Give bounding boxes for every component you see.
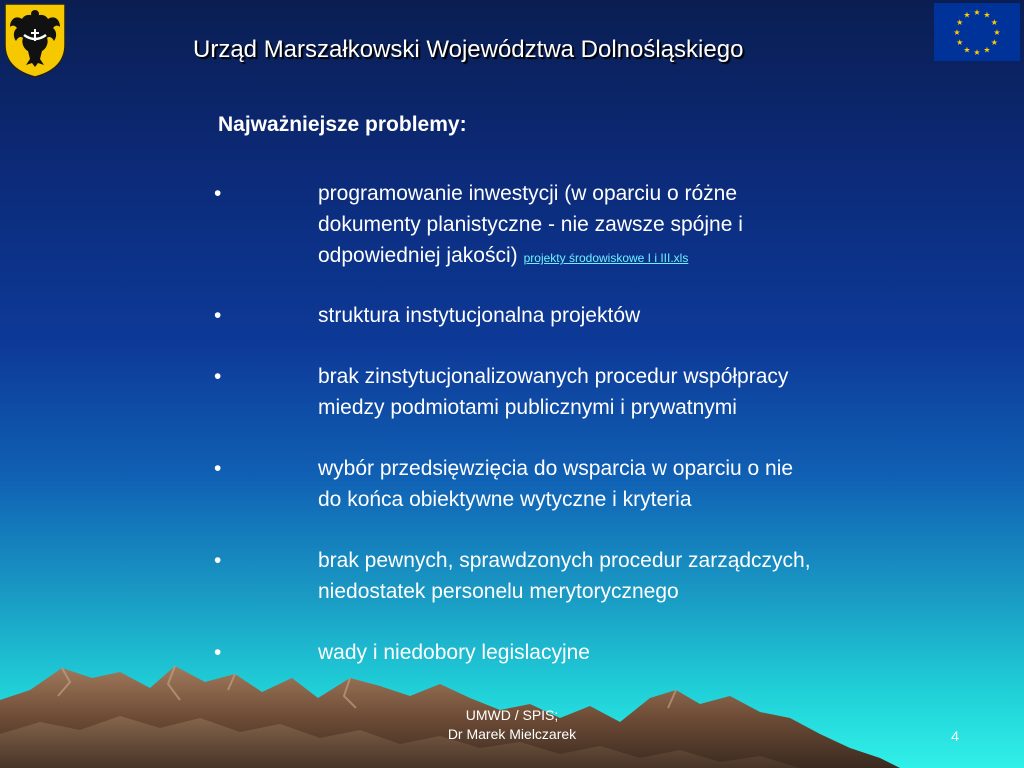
- svg-text:★: ★: [983, 10, 991, 20]
- header-title: Urząd Marszałkowski Województwa Dolnośląskiego: [193, 36, 744, 63]
- page-number: 4: [951, 728, 959, 744]
- svg-text:★: ★: [953, 28, 961, 37]
- footer-line-1: UMWD / SPIS;: [465, 707, 559, 723]
- footer-line-2: Dr Marek Mielczarek: [447, 726, 577, 742]
- eagle-coat-of-arms-icon: [2, 1, 68, 79]
- list-item-line-text: odpowiedniej jakości): [318, 244, 518, 267]
- svg-text:★: ★: [983, 45, 991, 55]
- list-item-text: [318, 453, 958, 515]
- spreadsheet-link[interactable]: projekty środowiskowe I i III.xls: [523, 251, 689, 265]
- list-item-line: do końca obiektywne wytyczne i kryteria: [318, 488, 692, 511]
- list-item-text: [318, 637, 958, 668]
- svg-text:★: ★: [963, 45, 971, 55]
- list-item-line: wady i niedobory legislacyjne: [318, 641, 590, 664]
- svg-text:★: ★: [973, 8, 981, 17]
- svg-text:★: ★: [956, 38, 964, 47]
- list-item-text: [318, 178, 958, 274]
- list-item-line: wybór przedsięwzięcia do wsparcia w oparciu o nie: [318, 457, 794, 480]
- list-item-line: brak zinstytucjonalizowanych procedur współpracy: [318, 365, 789, 388]
- bullet-icon: •: [214, 549, 222, 572]
- svg-text:★: ★: [993, 28, 1001, 37]
- section-heading: Najważniejsze problemy:: [218, 113, 467, 136]
- list-item-line: dokumenty planistyczne - nie zawsze spójne i: [318, 213, 743, 236]
- list-item-line: [318, 240, 958, 274]
- list-item-line: struktura instytucjonalna projektów: [318, 304, 641, 327]
- bullet-icon: •: [214, 457, 222, 480]
- svg-text:★: ★: [963, 10, 971, 20]
- list-item-text: [318, 361, 958, 423]
- bullet-icon: •: [214, 182, 222, 205]
- bullet-icon: •: [214, 641, 222, 664]
- list-item-line: programowanie inwestycji (w oparciu o różne: [318, 182, 738, 205]
- list-item-text: [318, 300, 958, 331]
- list-item-line: niedostatek personelu merytorycznego: [318, 580, 679, 603]
- svg-text:★: ★: [956, 18, 964, 27]
- list-item-text: [318, 545, 958, 607]
- list-item-line: miedzy podmiotami publicznymi i prywatnymi: [318, 396, 737, 419]
- svg-text:★: ★: [973, 48, 981, 57]
- footer-author: [400, 706, 624, 744]
- eu-flag-icon: [934, 3, 1020, 61]
- svg-text:★: ★: [990, 18, 998, 27]
- bullet-icon: •: [214, 304, 222, 327]
- list-item-line: brak pewnych, sprawdzonych procedur zarządczych,: [318, 549, 811, 572]
- svg-text:★: ★: [990, 38, 998, 47]
- bullet-icon: •: [214, 365, 222, 388]
